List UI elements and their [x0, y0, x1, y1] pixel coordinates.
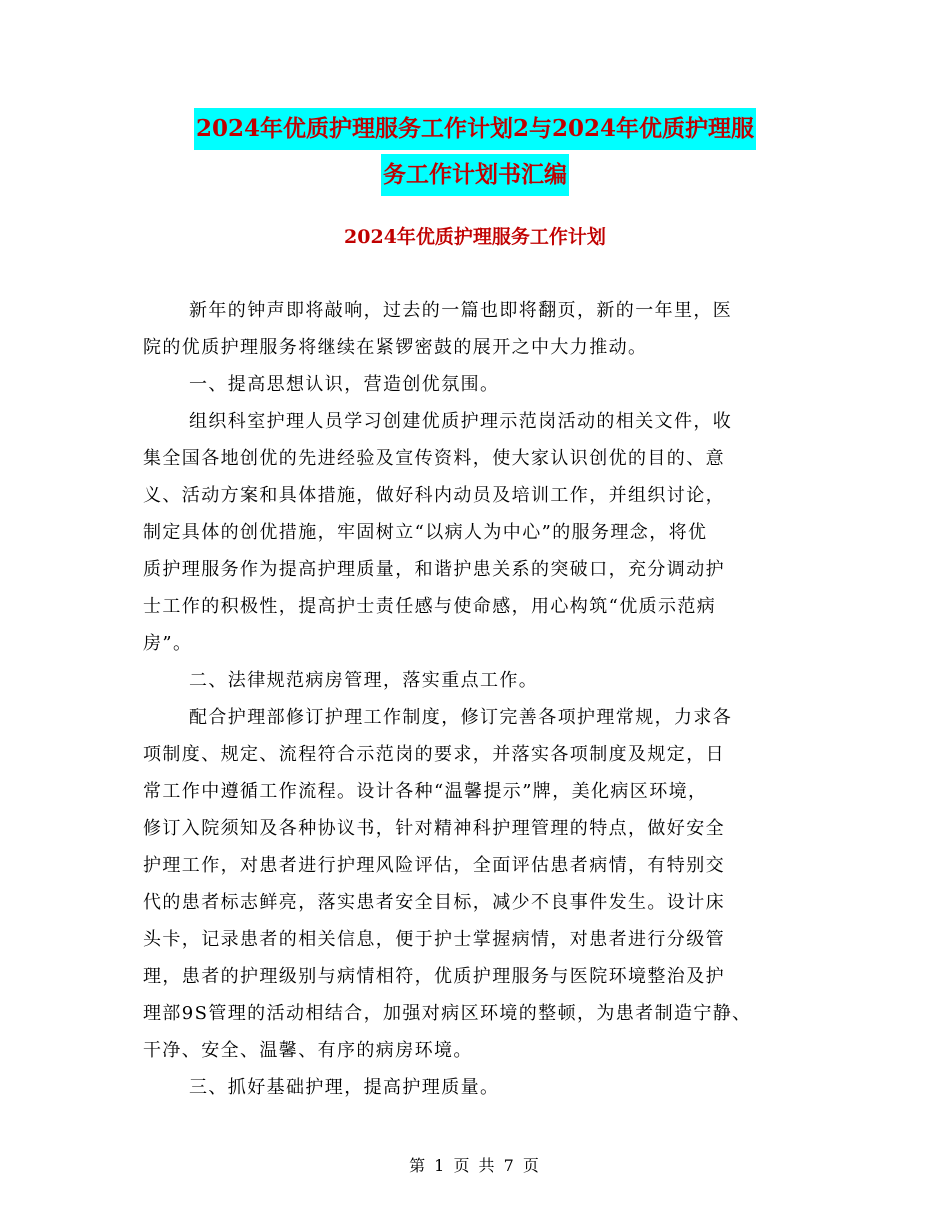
body-line: 集全国各地创优的先进经验及宣传资料，使大家认识创优的目的、意 [143, 448, 725, 469]
body-line: 常工作中遵循工作流程。设计各种“温馨提示”牌，美化病区环境， [143, 781, 708, 802]
section-heading-1: 一、提高思想认识，营造创优氛围。 [189, 374, 500, 395]
body-line: 组织科室护理人员学习创建优质护理示范岗活动的相关文件，收 [189, 411, 733, 432]
section-heading-3: 三、抓好基础护理，提高护理质量。 [189, 1077, 500, 1098]
body-line: 头卡，记录患者的相关信息，便于护士掌握病情，对患者进行分级管 [143, 929, 725, 950]
section-heading-2: 二、法律规范病房管理，落实重点工作。 [189, 670, 539, 691]
body-line: 新年的钟声即将敲响，过去的一篇也即将翻页，新的一年里，医 [189, 300, 733, 321]
body-line: 房”。 [143, 633, 193, 654]
body-line: 干净、安全、温馨、有序的病房环境。 [143, 1040, 473, 1061]
section-heading: 2024年优质护理服务工作计划 [344, 226, 606, 248]
body-line: 配合护理部修订护理工作制度，修订完善各项护理常规，力求各 [189, 707, 733, 728]
body-line: 质护理服务作为提高护理质量，和谐护患关系的突破口，充分调动护 [143, 559, 725, 580]
title-line-1: 2024年优质护理服务工作计划2与2024年优质护理服 [194, 108, 756, 150]
body-line: 理，患者的护理级别与病情相符，优质护理服务与医院环境整治及护 [143, 966, 725, 987]
body-line: 护理工作，对患者进行护理风险评估，全面评估患者病情，有特别交 [143, 855, 725, 876]
document-title [0, 108, 950, 196]
page-footer: 第 1 页 共 7 页 [409, 1156, 541, 1175]
document-body [143, 292, 823, 1106]
body-line: 士工作的积极性，提高护士责任感与使命感，用心构筑“优质示范病 [143, 596, 717, 617]
body-line: 代的患者标志鲜亮，落实患者安全目标，减少不良事件发生。设计床 [143, 892, 725, 913]
title-line-2: 务工作计划书汇编 [381, 154, 569, 196]
body-line: 制定具体的创优措施，牢固树立“以病人为中心”的服务理念，将优 [143, 522, 708, 543]
body-line: 义、活动方案和具体措施，做好科内动员及培训工作，并组织讨论， [143, 485, 725, 506]
body-line: 理部9S管理的活动相结合，加强对病区环境的整顿，为患者制造宁静、 [143, 1003, 752, 1024]
body-line: 项制度、规定、流程符合示范岗的要求，并落实各项制度及规定，日 [143, 744, 725, 765]
body-line: 院的优质护理服务将继续在紧锣密鼓的展开之中大力推动。 [143, 337, 648, 358]
body-line: 修订入院须知及各种协议书，针对精神科护理管理的特点，做好安全 [143, 818, 725, 839]
